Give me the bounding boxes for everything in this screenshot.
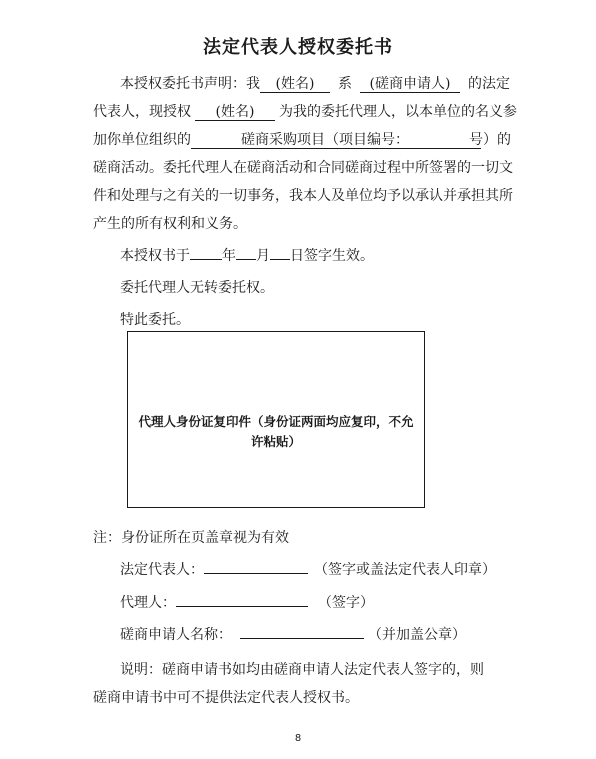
date-text: 日签字生效。 bbox=[290, 248, 374, 264]
agent-name-field: (姓名) bbox=[195, 104, 275, 121]
legal-rep-signature-line bbox=[120, 559, 496, 579]
para1-text: 系 bbox=[338, 76, 352, 92]
para1-text: 本授权委托书声明：我 bbox=[120, 76, 260, 92]
date-text: 本授权书于 bbox=[120, 248, 190, 264]
para1-line4: 磋商活动。委托代理人在磋商活动和合同磋商过程中所签署的一切文 bbox=[93, 160, 513, 176]
explanation-line2: 磋商申请书中可不提供法定代表人授权书。 bbox=[93, 690, 359, 706]
project-field bbox=[191, 132, 511, 149]
hereby-statement: 特此委托。 bbox=[120, 312, 190, 328]
legal-rep-hint: （签字或盖法定代表人印章） bbox=[314, 562, 496, 578]
para1-text: 的法定 bbox=[468, 76, 510, 92]
para1-text: 代表人，现授权 bbox=[93, 104, 191, 120]
para1-text: 为我的委托代理人，以本单位的名义参 bbox=[279, 104, 517, 120]
agent-blank bbox=[176, 592, 308, 607]
page-title: 法定代表人授权委托书 bbox=[203, 37, 393, 58]
applicant-hint: （并加盖公章） bbox=[368, 627, 466, 643]
month-blank bbox=[236, 245, 256, 260]
para1-line2 bbox=[93, 101, 517, 121]
applicant-field: (磋商申请人) bbox=[360, 76, 460, 93]
effective-date-line bbox=[120, 245, 374, 265]
agent-hint: （签字） bbox=[318, 595, 374, 611]
para1-line1 bbox=[120, 73, 510, 93]
agent-label: 代理人： bbox=[120, 595, 176, 611]
para1-line3 bbox=[93, 129, 511, 149]
project-label: 磋商采购项目（项目编号： bbox=[241, 132, 409, 148]
legal-rep-blank bbox=[204, 559, 308, 574]
page-number: 8 bbox=[294, 733, 302, 744]
para1-line5: 件和处理与之有关的一切事务，我本人及单位均予以承认并承担其所 bbox=[93, 188, 513, 204]
para1-text: 加你单位组织的 bbox=[93, 132, 191, 148]
project-number-suffix: 号）的 bbox=[469, 132, 511, 148]
explanation-line1: 说明：磋商申请书如均由磋商申请人法定代表人签字的，则 bbox=[120, 662, 484, 678]
date-text: 年 bbox=[222, 248, 236, 264]
id-copy-instruction: 代理人身份证复印件（身份证两面均应复印，不允许粘贴） bbox=[138, 414, 414, 449]
year-blank bbox=[190, 245, 222, 260]
day-blank bbox=[270, 245, 290, 260]
id-copy-box bbox=[127, 331, 425, 508]
date-text: 月 bbox=[256, 248, 270, 264]
applicant-blank bbox=[240, 624, 364, 639]
grantor-name-field: (姓名) bbox=[260, 76, 330, 93]
agent-signature-line bbox=[120, 592, 374, 612]
para1-line6: 产生的所有权利和义务。 bbox=[93, 216, 247, 232]
legal-rep-label: 法定代表人： bbox=[120, 562, 204, 578]
no-transfer-statement: 委托代理人无转委托权。 bbox=[120, 280, 274, 296]
applicant-label: 磋商申请人名称： bbox=[120, 627, 232, 643]
applicant-name-line bbox=[120, 624, 466, 644]
note: 注：身份证所在页盖章视为有效 bbox=[93, 530, 289, 546]
